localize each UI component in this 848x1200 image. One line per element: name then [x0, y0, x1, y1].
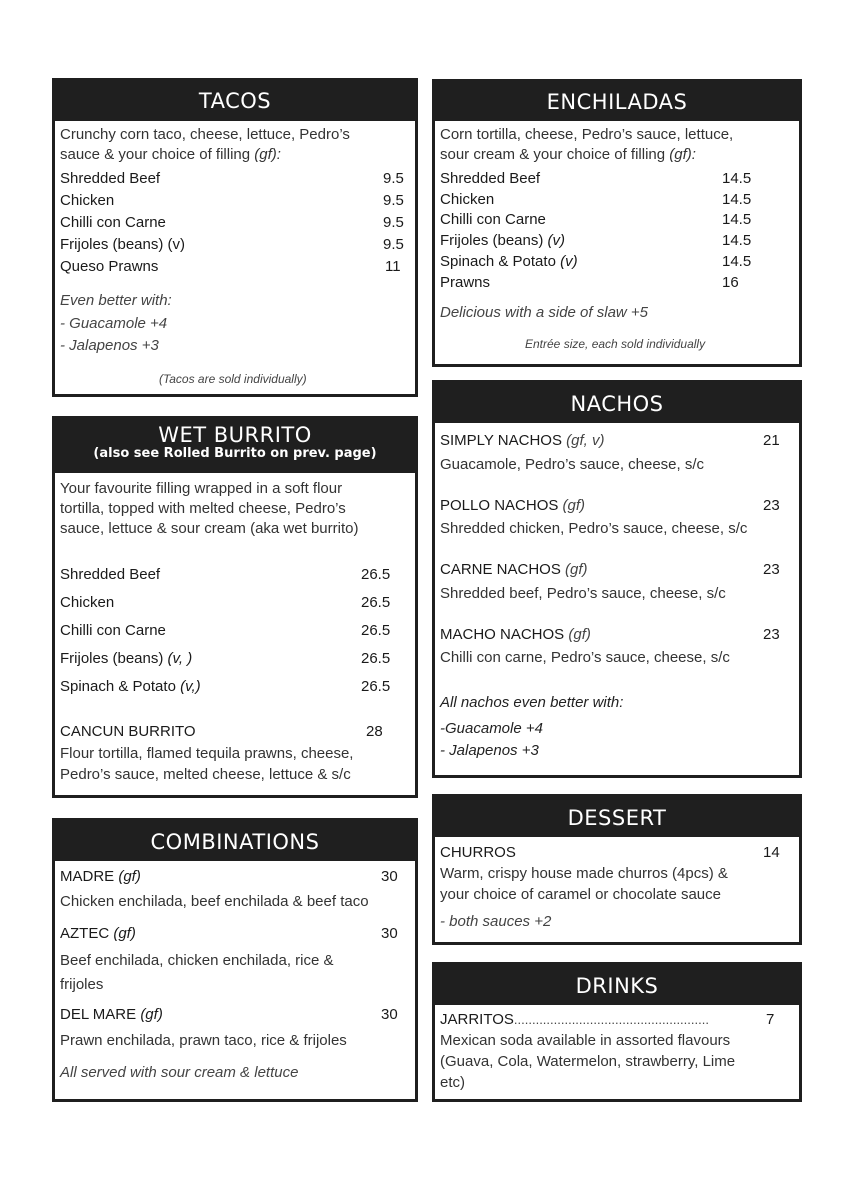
tacos-item-price: 9.5	[383, 214, 404, 231]
tacos-item-price: 11	[385, 258, 401, 275]
combination-item-price: 30	[381, 868, 398, 885]
nachos-item: CARNE NACHOS (gf)	[440, 561, 588, 578]
enchiladas-title: ENCHILADAS	[546, 90, 688, 114]
drinks-item-desc: Mexican soda available in assorted flavours (Guava, Cola, Watermelon, strawberry, Lime etc)	[440, 1032, 736, 1091]
combinations-title: COMBINATIONS	[150, 830, 320, 854]
tacos-item: Frijoles (beans) (v)	[60, 236, 186, 253]
enchiladas-item: Frijoles (beans) (v)	[440, 232, 566, 249]
dessert-header	[435, 797, 799, 837]
nachos-item-desc: Shredded beef, Pedro’s sauce, cheese, s/c	[440, 585, 726, 602]
nachos-item-desc: Chilli con carne, Pedro’s sauce, cheese, s/c	[440, 649, 730, 666]
wet-burrito-item-price: 26.5	[361, 566, 391, 583]
nachos-header	[435, 383, 799, 423]
wet-burrito-item: Frijoles (beans) (v, )	[60, 650, 193, 667]
enchiladas-item-price: 14.5	[722, 170, 752, 187]
cancun-burrito-price: 28	[366, 723, 383, 740]
combinations-header	[55, 821, 415, 861]
tacos-item-price: 9.5	[383, 170, 404, 187]
wet-burrito-item-price: 26.5	[361, 678, 391, 695]
nachos-item: SIMPLY NACHOS (gf, v)	[440, 432, 605, 449]
enchiladas-item: Spinach & Potato (v)	[440, 253, 578, 270]
tacos-item: Shredded Beef	[60, 170, 161, 187]
enchiladas-item-price: 14.5	[722, 253, 752, 270]
nachos-item-price: 23	[763, 561, 780, 578]
wet-burrito-item-price: 26.5	[361, 650, 391, 667]
nachos-extra: - Jalapenos +3	[440, 742, 539, 759]
enchiladas-header	[435, 82, 799, 121]
combination-item-price: 30	[381, 925, 398, 942]
tacos-description	[60, 125, 350, 165]
drinks-header	[435, 965, 799, 1005]
tacos-item: Queso Prawns	[60, 258, 159, 275]
combination-item-desc: Prawn enchilada, prawn taco, rice & frijoles	[60, 1032, 347, 1049]
enchiladas-section	[432, 79, 802, 367]
tacos-item: Chilli con Carne	[60, 214, 166, 231]
dessert-title: DESSERT	[567, 806, 667, 830]
dessert-extra: - both sauces +2	[440, 913, 552, 930]
wet-burrito-item-price: 26.5	[361, 594, 391, 611]
drinks-leader-dots: ......................................................	[513, 1012, 709, 1027]
wet-burrito-item-price: 26.5	[361, 622, 391, 639]
wet-burrito-section	[52, 416, 418, 798]
cancun-burrito-name: CANCUN BURRITO	[60, 723, 196, 740]
dessert-item-desc: Warm, crispy house made churros (4pcs) & your choice of caramel or chocolate sauce	[440, 865, 728, 903]
wet-burrito-item: Spinach & Potato (v,)	[60, 678, 201, 695]
enchiladas-item-price: 14.5	[722, 232, 752, 249]
drinks-title: DRINKS	[575, 974, 659, 998]
nachos-title: NACHOS	[570, 392, 664, 416]
enchiladas-item: Prawns	[440, 274, 491, 291]
wet-burrito-subtitle: (also see Rolled Burrito on prev. page)	[93, 446, 377, 461]
wet-burrito-header	[55, 419, 415, 473]
tacos-desc-line2: sauce & your choice of filling (gf):	[60, 146, 281, 163]
nachos-extra: -Guacamole +4	[440, 720, 543, 737]
enchiladas-slaw-note: Delicious with a side of slaw +5	[440, 304, 649, 321]
enchiladas-item: Shredded Beef	[440, 170, 541, 187]
enchiladas-item: Chilli con Carne	[440, 211, 546, 228]
tacos-extra: - Guacamole +4	[60, 315, 168, 332]
tacos-better-title: Even better with:	[60, 292, 172, 309]
dessert-item-name: CHURROS	[440, 844, 516, 861]
wet-burrito-item: Chilli con Carne	[60, 622, 166, 639]
tacos-item: Chicken	[60, 192, 115, 209]
enchiladas-desc-line1: Corn tortilla, cheese, Pedro’s sauce, lettuce,	[440, 126, 734, 143]
tacos-desc-line1: Crunchy corn taco, cheese, lettuce, Pedro’s	[60, 126, 350, 143]
dessert-item-price: 14	[763, 844, 780, 861]
enchiladas-item: Chicken	[440, 191, 495, 208]
combination-item: MADRE (gf)	[60, 868, 141, 885]
nachos-item-price: 23	[763, 497, 780, 514]
drinks-item-name: JARRITOS......................................................	[440, 1011, 709, 1028]
wet-burrito-item: Shredded Beef	[60, 566, 161, 583]
enchiladas-item-price: 16	[722, 274, 739, 291]
enchiladas-footnote: Entrée size, each sold individually	[525, 337, 706, 351]
cancun-burrito-desc: Flour tortilla, flamed tequila prawns, cheese, Pedro’s sauce, melted cheese, lettuce & s/c	[60, 745, 354, 783]
enchiladas-item-price: 14.5	[722, 191, 752, 208]
nachos-item: POLLO NACHOS (gf)	[440, 497, 586, 514]
wet-burrito-description: Your favourite filling wrapped in a soft flour tortilla, topped with melted cheese, Pedro’s sauce, lettuce & sour cream (aka wet burrito)	[60, 480, 359, 537]
enchiladas-description	[440, 125, 733, 165]
tacos-item-price: 9.5	[383, 236, 404, 253]
nachos-item-desc: Shredded chicken, Pedro’s sauce, cheese, s/c	[440, 520, 748, 537]
tacos-item-price: 9.5	[383, 192, 404, 209]
combination-item-price: 30	[381, 1006, 398, 1023]
tacos-section	[52, 78, 418, 397]
combination-item-desc: Chicken enchilada, beef enchilada & beef taco	[60, 893, 369, 910]
combinations-footnote: All served with sour cream & lettuce	[60, 1064, 299, 1081]
wet-burrito-item: Chicken	[60, 594, 115, 611]
combinations-section	[52, 818, 418, 1102]
tacos-header	[55, 81, 415, 121]
enchiladas-desc-line2: sour cream & your choice of filling (gf):	[440, 146, 696, 163]
wet-burrito-title: WET BURRITO	[158, 423, 312, 447]
tacos-title: TACOS	[198, 89, 272, 113]
dessert-section	[432, 794, 802, 945]
nachos-item-price: 23	[763, 626, 780, 643]
drinks-item-price: 7	[766, 1011, 775, 1028]
enchiladas-item-price: 14.5	[722, 211, 752, 228]
nachos-item: MACHO NACHOS (gf)	[440, 626, 591, 643]
combination-item: DEL MARE (gf)	[60, 1006, 163, 1023]
combination-item: AZTEC (gf)	[60, 925, 136, 942]
nachos-section	[432, 380, 802, 778]
nachos-better-title: All nachos even better with:	[440, 694, 624, 711]
nachos-item-desc: Guacamole, Pedro’s sauce, cheese, s/c	[440, 456, 705, 473]
tacos-footnote: (Tacos are sold individually)	[159, 372, 307, 386]
nachos-item-price: 21	[763, 432, 780, 449]
tacos-extra: - Jalapenos +3	[60, 337, 159, 354]
drinks-section	[432, 962, 802, 1102]
combination-item-desc: Beef enchilada, chicken enchilada, rice & frijoles	[60, 952, 334, 993]
